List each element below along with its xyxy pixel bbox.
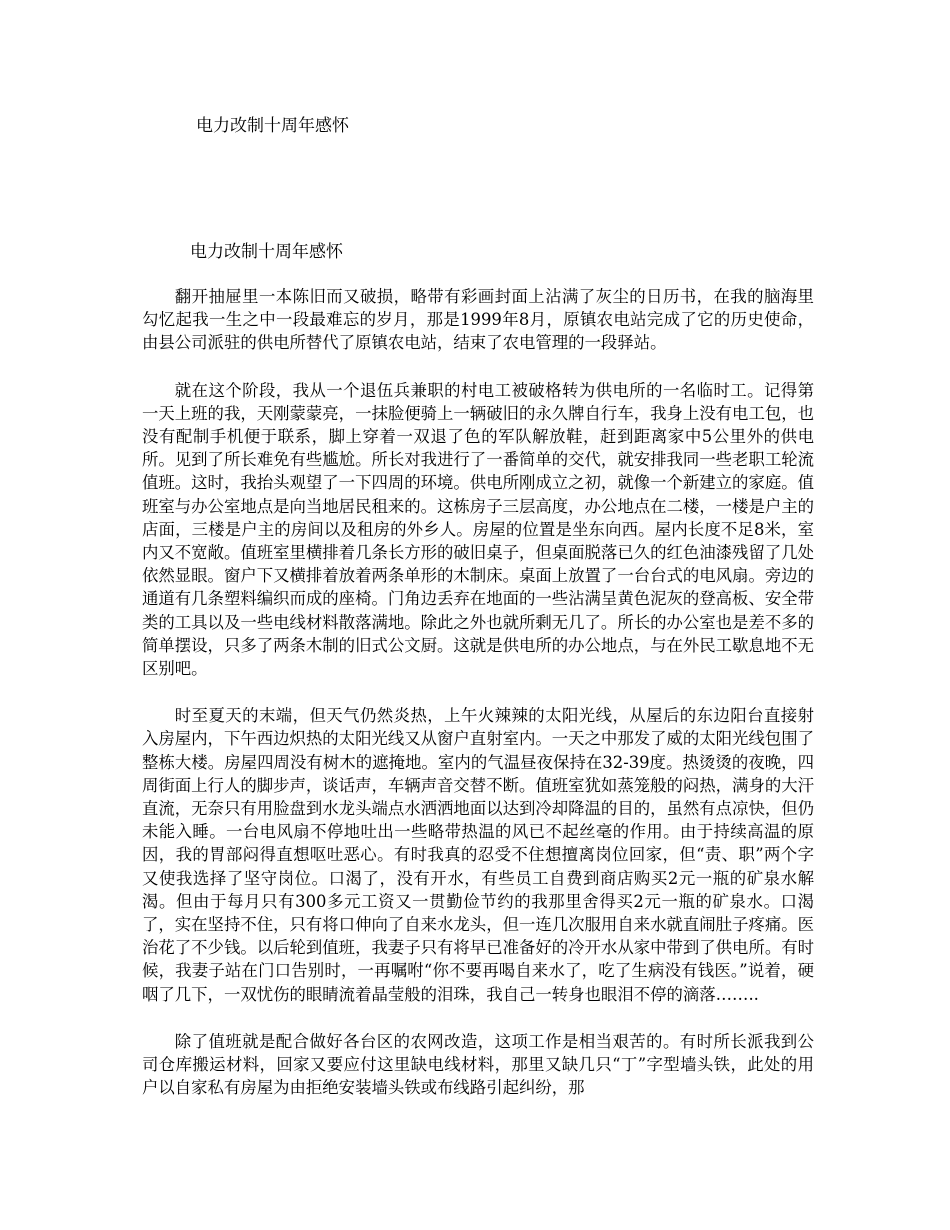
paragraph: 翻开抽屉里一本陈旧而又破损，略带有彩画封面上沾满了灰尘的日历书，在我的脑海里勾忆起我一生之中一段最难忘的岁月，那是1999年8月，原镇农电站完成了它的历史使命，由县公司派驻的供电所替代了原镇农电站，结束了农电管理的一段驿站。 xyxy=(142,287,814,353)
document-title: 电力改制十周年感怀 xyxy=(196,116,349,136)
article-heading: 电力改制十周年感怀 xyxy=(190,242,343,262)
paragraph: 除了值班就是配合做好各台区的农网改造，这项工作是相当艰苦的。有时所长派我到公司仓库搬运材料，回家又要应付这里缺电线材料，那里又缺几只“丁”字型墙头铁，此处的用户以自家私有房屋为由拒绝安装墙头铁或布线路引起纠纷，那 xyxy=(142,1031,814,1098)
article-body xyxy=(142,285,814,1124)
paragraph: 时至夏天的末端，但天气仍然炎热，上午火辣辣的太阳光线，从屋后的东边阳台直接射入房屋内，下午西边炽热的太阳光线又从窗户直射室内。一天之中那发了威的太阳光线包围了整栋大楼。房屋四周没有树木的遮掩地。室内的气温昼夜保持在32-39度。热烫烫的夜晚，四周街面上行人的脚步声，谈话声，车辆声音交替不断。值班室犹如蒸笼般的闷热，满身的大汗直流，无奈只有用脸盘到水龙头端点水洒洒地面以达到冷却降温的目的，虽然有点凉快，但仍未能入睡。一台电风扇不停地吐出一些略带热温的风已不起丝毫的作用。由于持续高温的原因，我的胃部闷得直想呕吐恶心。有时我真的忍受不住想擅离岗位回家，但“责、职”两个字又使我选择了坚守岗位。口渴了，没有开水，有些员工自费到商店购买2元一瓶的矿泉水解渴。但由于每月只有300多元工资又一贯勤俭节约的我那里舍得买2元一瓶的矿泉水。口渴了，实在坚持不住，只有将口伸向了自来水龙头，但一连几次服用自来水就直闹肚子疼痛。医治花了不少钱。以后轮到值班，我妻子只有将早已准备好的冷开水从家中带到了供电所。有时候，我妻子站在门口告别时，一再嘱咐“你不要再喝自来水了，吃了生病没有钱医。”说着，硬咽了几下，一双忧伤的眼睛流着晶莹般的泪珠，我自己一转身也眼泪不停的滴落…….. xyxy=(142,706,815,1004)
paragraph: 就在这个阶段，我从一个退伍兵兼职的村电工被破格转为供电所的一名临时工。记得第一天上班的我，天刚蒙蒙亮，一抹脸便骑上一辆破旧的永久牌自行车，我身上没有电工包，也没有配制手机便于联系，脚上穿着一双退了色的军队解放鞋，赶到距离家中5公里外的供电所。见到了所长难免有些尴尬。所长对我进行了一番简单的交代，就安排我同一些老职工轮流值班。这时，我抬头观望了一下四周的环境。供电所刚成立之初，就像一个新建立的家庭。值班室与办公室地点是向当地居民租来的。这栋房子三层高度，办公地点在二楼，一楼是户主的店面，三楼是户主的房间以及租房的外乡人。房屋的位置是坐东向西。屋内长度不足8米，室内又不宽敞。值班室里横排着几条长方形的破旧桌子，但桌面脱落已久的红色油漆残留了几处依然显眼。窗户下又横排着放着两条单形的木制床。桌面上放置了一台台式的电风扇。旁边的通道有几条塑料编织而成的座椅。门角边丢弃在地面的一些沾满呈黄色泥灰的登高板、安全带类的工具以及一些电线材料散落满地。除此之外也就所剩无几了。所长的办公室也是差不多的简单摆设，只多了两条木制的旧式公文厨。这就是供电所的办公地点，与在外民工歇息地不无区别吧。 xyxy=(142,380,815,679)
